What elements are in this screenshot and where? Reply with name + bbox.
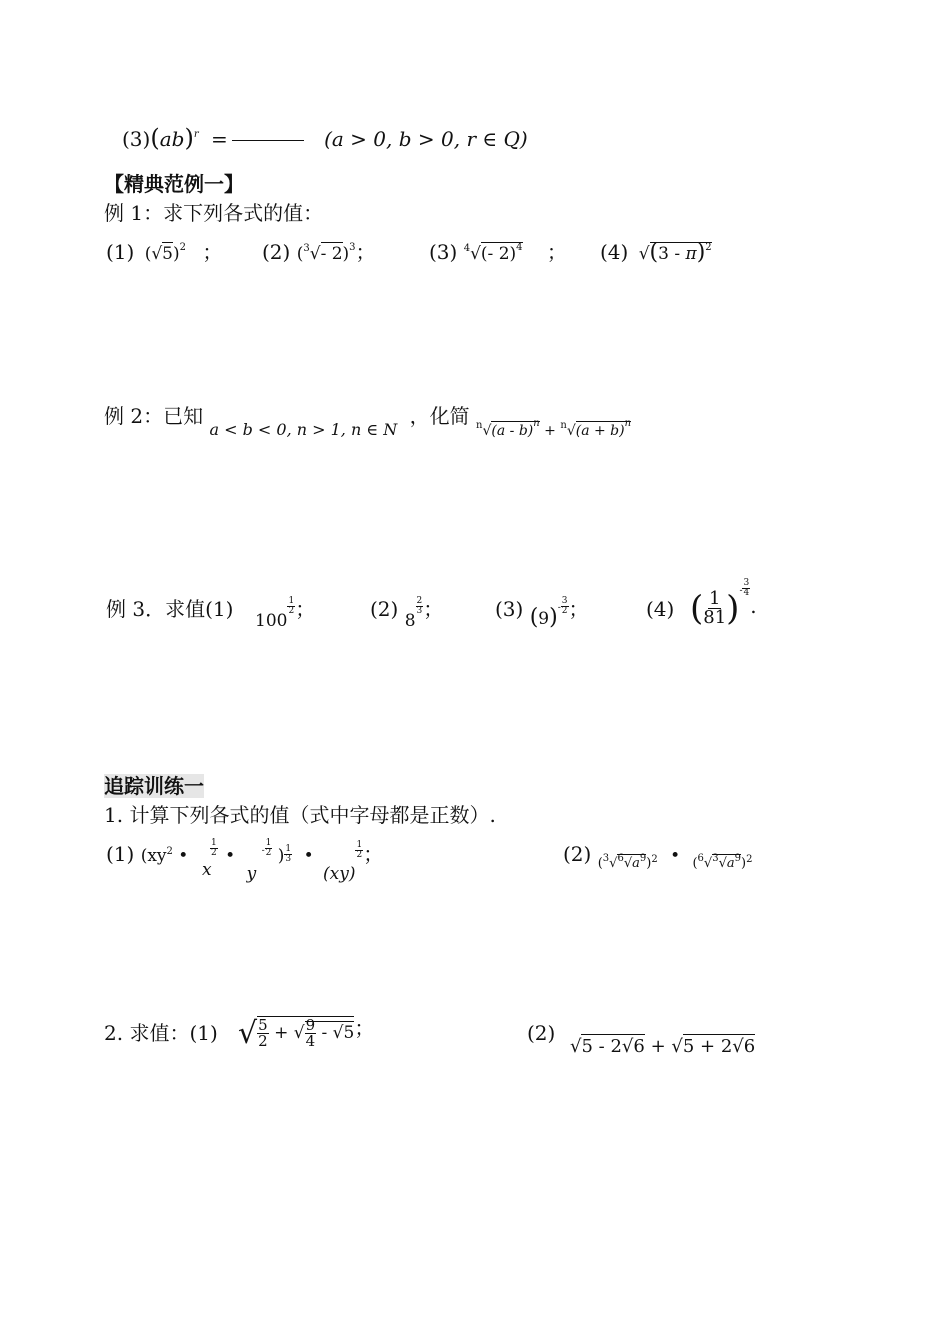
q1-item-1: (1) ($xy^2$ • [106, 842, 189, 866]
example-1-title: 例 1：求下列各式的值： [104, 201, 324, 225]
ex3-item-3: (3) $_{(9)}$- $\frac{3}{2}$ ； [495, 596, 589, 630]
ex2-expression: n√(a - b)n + n√(a + b)n [476, 418, 632, 439]
ex2-condition: a < b < 0, n > 1, n ∈ N [209, 420, 398, 439]
q1-item-1-expr: $\frac{1}{2}$ x • y - $\frac{1}{2}$ ) $\frac{1}{3}$ • (xy) $\frac{1}{2}$ ； [202, 838, 384, 884]
ex1-item-4: (4) √(3 - π)$^2$ [600, 240, 712, 265]
q1-item-2: (2) $_{(^3√^6√a^9)^2}$ • $_{(^6√^3√a^9)^2}$ [563, 842, 753, 871]
ex3-item-4: (4) [646, 597, 675, 621]
q2-item-1-expr: √ $\frac{5}{2}$ + √ $\frac{9}{4}$ - √5； [238, 1016, 375, 1051]
example-3-lead: 例 3．求值(1) [106, 597, 234, 621]
section-title-practice: 追踪训练一 [104, 774, 204, 798]
formula-condition: (a > 0, b > 0, r ∈ Q) [324, 127, 528, 151]
q2-item-2: (2) [527, 1021, 556, 1045]
ex1-item-3: (3) $^4$√(- 2)$^4$ ； [429, 240, 567, 264]
answer-blank [232, 140, 304, 141]
ex1-item-1: (1) $(√5)^2$ ； [106, 240, 223, 264]
ex3-item-1-expr: $_{100}$ $\frac{1}{2}$ ； [255, 596, 316, 631]
example-2: 例 2：已知 $_{a < b < 0, n > 1, n \in N}$ ，化简 $_{^n√(a - b)^n + ^n√(a + b)^n}$ [104, 404, 632, 439]
formula-label: (3) [122, 127, 151, 151]
q2-item-2-expr: √5 - 2√6 + √5 + 2√6 [570, 1036, 756, 1057]
question-2-lead: 2. 求值：(1) [104, 1021, 218, 1045]
section-title-examples: 【精典范例一】 [104, 172, 244, 196]
question-1-title: 1. 计算下列各式的值（式中字母都是正数）. [104, 803, 496, 827]
ex1-item-2: (2) ($^3$√- 2)$^3$； [262, 240, 376, 264]
ex3-item-2: (2) $_8$ $\frac{2}{3}$ ； [370, 596, 444, 631]
formula-ab-power: (3)(ab)$^r$ = (a > 0, b > 0, r ∈ Q) [122, 124, 528, 152]
formula-lhs: ab [159, 127, 185, 151]
ex3-item-4-expr: ( $\frac{1}{81}$ )- $\frac{3}{4}$ . [690, 578, 757, 629]
